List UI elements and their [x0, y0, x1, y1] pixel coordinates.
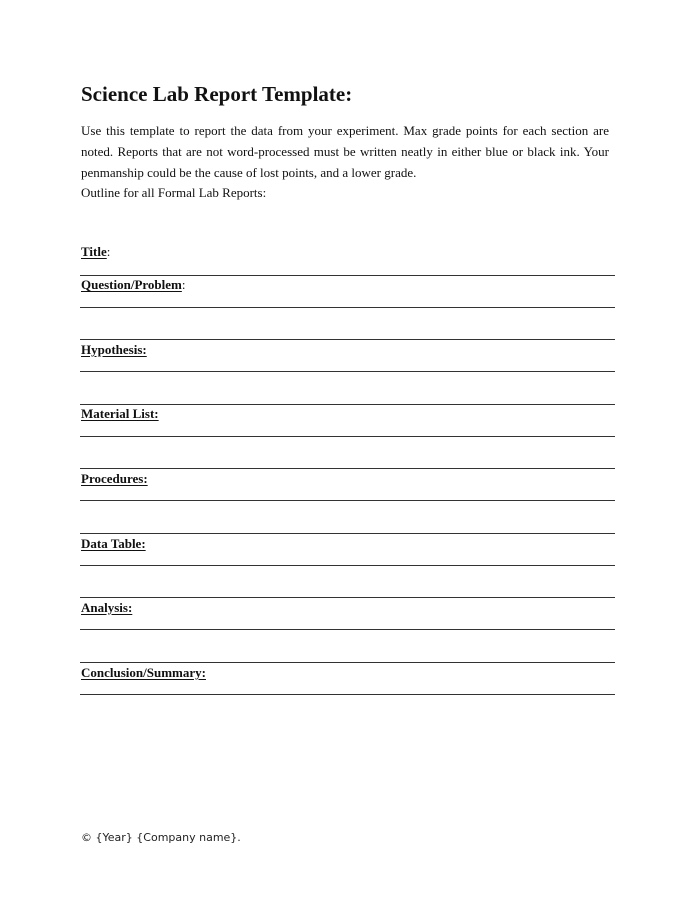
section-material-list-label: Material List:: [81, 406, 159, 421]
write-line[interactable]: [80, 275, 615, 276]
section-conclusion-label: Conclusion/Summary:: [81, 665, 206, 680]
write-line[interactable]: [80, 307, 615, 308]
write-line[interactable]: [80, 436, 615, 437]
write-line[interactable]: [80, 629, 615, 630]
section-hypothesis-label: Hypothesis:: [81, 342, 147, 357]
outline-label: Outline for all Formal Lab Reports:: [81, 185, 267, 200]
write-line[interactable]: [80, 339, 615, 340]
page-title: Science Lab Report Template:: [81, 82, 353, 106]
write-line[interactable]: [80, 597, 615, 598]
section-question-label: Question/Problem:: [81, 277, 186, 292]
write-line[interactable]: [80, 500, 615, 501]
write-line[interactable]: [80, 404, 615, 405]
section-procedures-label: Procedures:: [81, 471, 148, 486]
write-line[interactable]: [80, 662, 615, 663]
write-line[interactable]: [80, 565, 615, 566]
write-line[interactable]: [80, 468, 615, 469]
section-title-label: Title:: [81, 244, 111, 259]
write-line[interactable]: [80, 371, 615, 372]
write-line[interactable]: [80, 533, 615, 534]
intro-paragraph: Use this template to report the data from your experiment. Max grade points for each section are noted. Reports that are not word-processed must be written neatly in either blue or black ink. Your penmanship could be the cause of lost points, and a lower grade.: [81, 123, 609, 180]
section-data-table-label: Data Table:: [81, 536, 146, 551]
write-line[interactable]: [80, 694, 615, 695]
footer-copyright: © {Year} {Company name}.: [81, 831, 241, 844]
section-analysis-label: Analysis:: [81, 600, 133, 615]
